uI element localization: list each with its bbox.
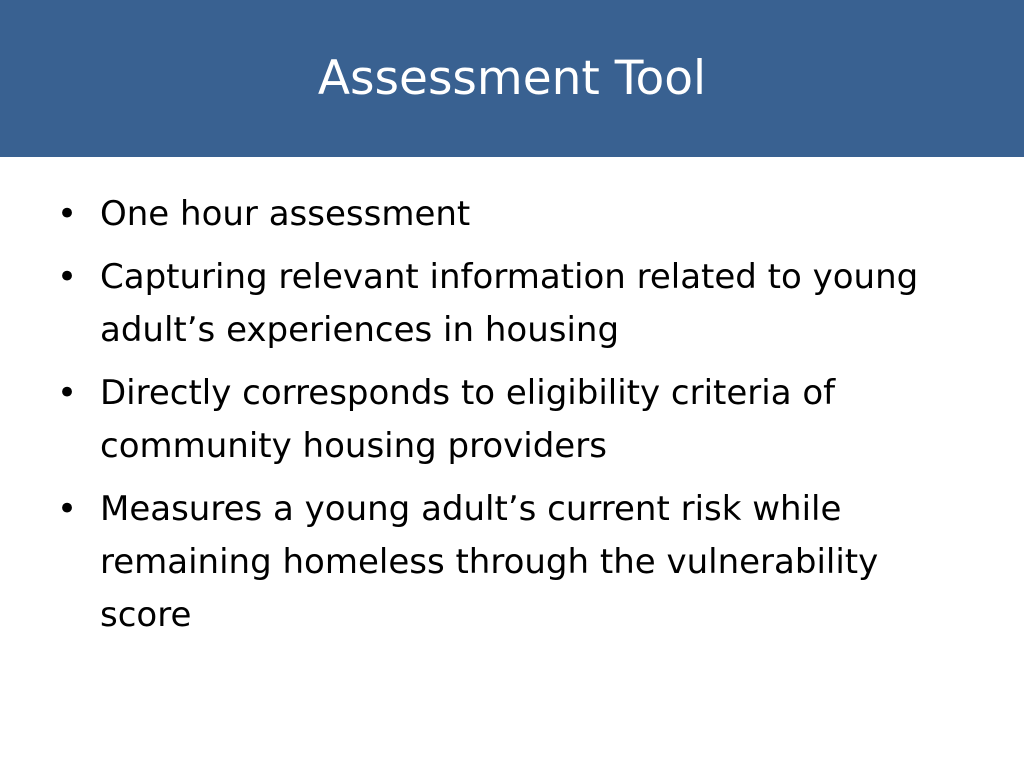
bullet-text: Capturing relevant information related to young adult’s experiences in housing xyxy=(100,257,919,350)
bullet-item xyxy=(56,367,976,473)
bullet-item xyxy=(56,483,976,642)
bullet-text: One hour assessment xyxy=(100,194,471,234)
bullet-icon: • xyxy=(57,489,78,529)
slide-title: Assessment Tool xyxy=(317,50,707,106)
bullet-text: Measures a young adult’s current risk while remaining homeless through the vulnerability score xyxy=(100,489,879,635)
bullet-icon: • xyxy=(57,194,78,234)
bullet-text: Directly corresponds to eligibility criteria of community housing providers xyxy=(100,373,836,466)
bullet-item xyxy=(56,188,976,241)
title-bar xyxy=(0,0,1024,157)
bullet-icon: • xyxy=(57,257,78,297)
bullet-item xyxy=(56,251,976,357)
bullet-list xyxy=(56,188,976,652)
bullet-icon: • xyxy=(57,373,78,413)
